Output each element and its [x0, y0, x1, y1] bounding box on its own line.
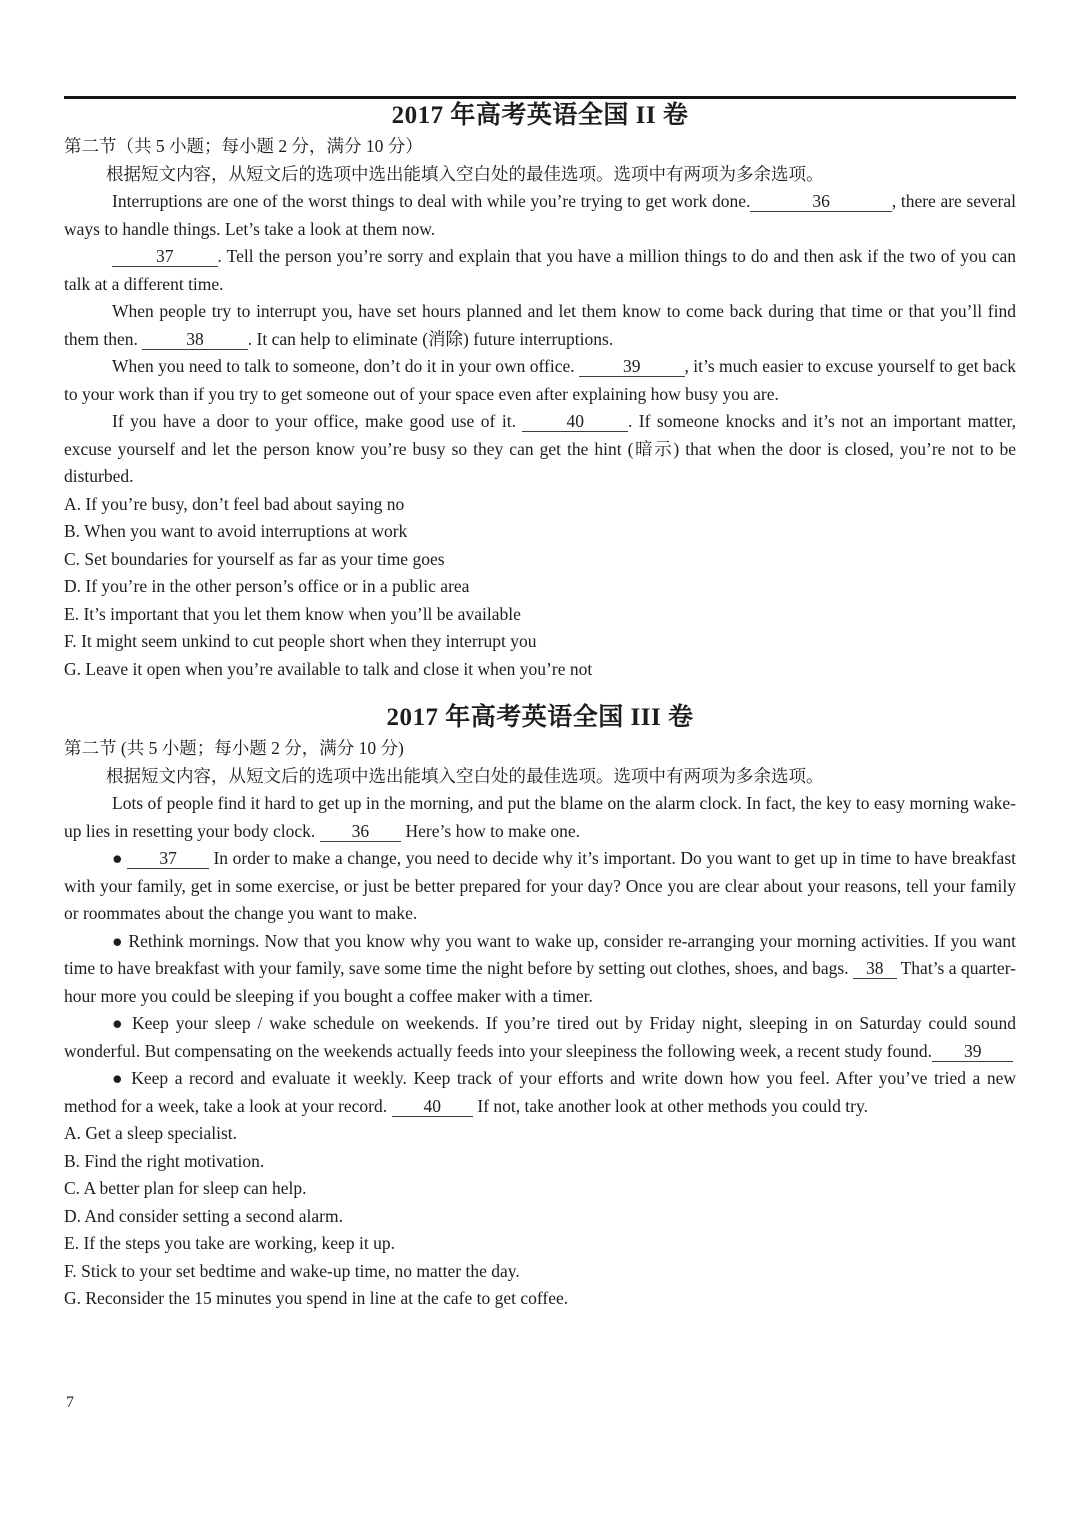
paper-iii-option-g: G. Reconsider the 15 minutes you spend in line at the cafe to get coffee.	[64, 1288, 569, 1308]
blank-40: 40	[522, 411, 628, 432]
blank-38: 38	[142, 329, 248, 350]
blank-37: 37	[112, 246, 218, 267]
paper-iii-bullet-2: ● Rethink mornings. Now that you know why you want to wake up, consider re-arranging your morning activities. If you want time to have breakfast with your family, save some time the night before by setting out clothes, shoes, and bags. 38 That’s a quarter-hour more you could be sleeping if you bought a coffee maker with a timer.	[64, 930, 1016, 1006]
paper-ii-title: 2017 年高考英语全国 II 卷	[391, 102, 689, 129]
paper-ii-section-label: 第二节（共 5 小题；每小题 2 分，满分 10 分）	[64, 136, 423, 156]
paper-ii-option-a: A. If you’re busy, don’t feel bad about saying no	[64, 493, 405, 514]
blank-36: 36	[320, 821, 402, 842]
blank-39: 39	[579, 356, 685, 377]
blank-37: 37	[127, 848, 209, 869]
paper-ii-paragraph-3: When people try to interrupt you, have set hours planned and let them know to come back during that time or that you’ll find them then. 38 . It can help to eliminate (消除) future interruptions.	[64, 301, 1016, 349]
paper-iii-option-c: C. A better plan for sleep can help.	[64, 1178, 307, 1198]
section-paper-iii	[64, 701, 1016, 1313]
paper-ii-paragraph-4: When you need to talk to someone, don’t do it in your own office. 39 , it’s much easier to excuse yourself to get back to your work than if you try to get someone out of your space even after explaining how busy you are.	[64, 356, 1016, 404]
paper-ii-option-e: E. It’s important that you let them know when you’ll be available	[64, 603, 521, 624]
paper-iii-section-label: 第二节 (共 5 小题；每小题 2 分，满分 10 分)	[64, 738, 404, 758]
paper-ii-instruction: 根据短文内容，从短文后的选项中选出能填入空白处的最佳选项。选项中有两项为多余选项。	[106, 164, 824, 184]
paper-iii-options	[64, 1120, 1016, 1313]
paper-iii-option-b: B. Find the right motivation.	[64, 1150, 265, 1171]
paper-iii-instruction: 根据短文内容，从短文后的选项中选出能填入空白处的最佳选项。选项中有两项为多余选项。	[106, 766, 824, 786]
paper-iii-bullet-4: ● Keep a record and evaluate it weekly. Keep track of your efforts and write down how you feel. After you’ve tried a new method for a week, take a look at your record. 40 If not, take another look at other methods you could try.	[64, 1068, 1016, 1116]
paper-iii-option-a: A. Get a sleep specialist.	[64, 1123, 238, 1143]
blank-39: 39	[932, 1041, 1014, 1062]
paper-iii-title: 2017 年高考英语全国 III 卷	[386, 704, 694, 731]
paper-iii-option-e: E. If the steps you take are working, keep it up.	[64, 1233, 395, 1253]
paper-iii-option-f: F. Stick to your set bedtime and wake-up time, no matter the day.	[64, 1260, 520, 1281]
paper-ii-option-b: B. When you want to avoid interruptions at work	[64, 521, 408, 541]
paper-ii-paragraph-2: 37 . Tell the person you’re sorry and explain that you have a million things to do and then ask if the two of you can talk at a different time.	[64, 246, 1016, 294]
paper-ii-paragraph-5: If you have a door to your office, make good use of it. 40 . If someone knocks and it’s not an important matter, excuse yourself and let the person know you’re busy so they can get the hint (暗示) that when the door is closed, you’re not to be disturbed.	[64, 411, 1016, 486]
paper-ii-option-f: F. It might seem unkind to cut people short when they interrupt you	[64, 631, 537, 651]
paper-ii-option-d: D. If you’re in the other person’s office or in a public area	[64, 576, 470, 596]
blank-38: 38	[853, 958, 897, 979]
section-paper-ii	[64, 99, 1016, 683]
paper-iii-bullet-1: ● 37 In order to make a change, you need to decide why it’s important. Do you want to get up in time to have breakfast with your family, get in some exercise, or just be better prepared for your day? Once you are clear about your reasons, tell your family or roommates about the change you want to make.	[64, 848, 1016, 923]
paper-iii-bullet-3: ● Keep your sleep / wake schedule on weekends. If you’re tired out by Friday night, sleeping in on Saturday could sound wonderful. But compensating on the weekends actually feeds into your sleepiness the following week, a recent study found. 39	[64, 1013, 1016, 1061]
page-number: 7	[66, 1394, 74, 1411]
paper-iii-paragraph-1: Lots of people find it hard to get up in the morning, and put the blame on the alarm clock. In fact, the key to easy morning wake-up lies in resetting your body clock. 36 Here’s how to make one.	[64, 793, 1016, 841]
paper-ii-option-c: C. Set boundaries for yourself as far as your time goes	[64, 548, 445, 569]
paper-ii-options	[64, 491, 1016, 684]
blank-40: 40	[392, 1096, 474, 1117]
paper-iii-option-d: D. And consider setting a second alarm.	[64, 1205, 343, 1226]
paper-ii-paragraph-1: Interruptions are one of the worst things to deal with while you’re trying to get work done. 36 , there are several ways to handle things. Let’s take a look at them now.	[64, 191, 1017, 239]
blank-36: 36	[750, 191, 892, 212]
paper-ii-option-g: G. Leave it open when you’re available to talk and close it when you’re not	[64, 658, 593, 679]
